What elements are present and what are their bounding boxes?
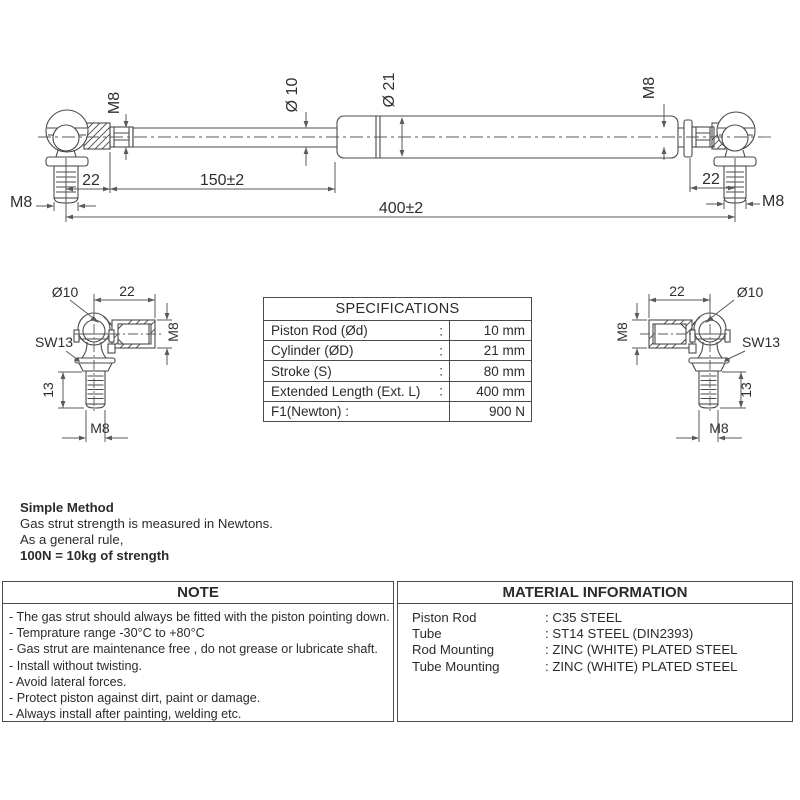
spec-value: 21 mm (483, 343, 525, 359)
left-detail-dimension-lines (58, 294, 172, 442)
piston-rod (133, 128, 337, 147)
spec-label: Piston Rod (Ød) (271, 323, 368, 339)
dim-left-stud-thread: M8 (10, 194, 33, 211)
dim-extended-rod-length: 150±2 (199, 172, 245, 189)
right-detail-wrench-size: SW13 (741, 334, 781, 350)
spec-value: 80 mm (483, 363, 525, 379)
dim-right-thread: M8 (641, 76, 658, 100)
dim-right-offset: 22 (702, 171, 720, 188)
note-item: - Protect piston against dirt, paint or damage. (9, 691, 261, 706)
spec-row-extended-length (264, 382, 531, 402)
simple-method-rule: 100N = 10kg of strength (20, 548, 170, 563)
note-table (2, 581, 394, 722)
spec-value: 400 mm (476, 383, 525, 399)
spec-row-cylinder (264, 341, 531, 361)
material-label: Tube Mounting (412, 658, 500, 674)
gas-strut-side-view (10, 73, 784, 222)
material-label: Piston Rod (412, 610, 477, 625)
dim-total-length: 400±2 (378, 200, 424, 217)
material-information-title: MATERIAL INFORMATION (398, 582, 792, 604)
dim-rod-thread: M8 (106, 91, 123, 115)
simple-method-line: As a general rule, (20, 532, 124, 547)
left-detail-wrench-size: SW13 (34, 334, 74, 350)
note-item: - Install without twisting. (9, 658, 142, 673)
spec-colon: : (439, 363, 443, 379)
spec-colon: : (439, 343, 443, 359)
note-item: - Gas strut are maintenance free , do not grease or lubricate shaft. (9, 642, 378, 657)
note-item: - Avoid lateral forces. (9, 674, 127, 689)
spec-value: 900 N (488, 403, 525, 419)
note-title: NOTE (3, 582, 393, 604)
material-row-tube-mounting (412, 659, 792, 675)
right-detail-stud-length: 13 (738, 382, 754, 398)
note-item: - Always install after painting, welding etc. (9, 707, 242, 722)
right-detail-dimension-lines (632, 294, 746, 442)
spec-row-piston-rod (264, 321, 531, 341)
left-detail-socket-thread: M8 (165, 322, 181, 342)
material-row-rod-mounting (412, 642, 792, 658)
dim-left-offset: 22 (82, 172, 100, 189)
left-detail-stud-thread: M8 (90, 420, 110, 436)
material-value: : C35 STEEL (545, 610, 622, 625)
material-value: : ST14 STEEL (DIN2393) (545, 626, 694, 642)
spec-label: Extended Length (Ext. L) (271, 383, 421, 399)
left-detail-offset: 22 (119, 283, 135, 299)
right-detail-socket-thread: M8 (614, 322, 630, 342)
left-fitting-detail (35, 283, 181, 442)
dim-cylinder-diameter: Ø 21 (381, 72, 398, 108)
spec-colon: : (439, 323, 443, 339)
spec-label: F1(Newton) : (271, 403, 350, 419)
material-information-table (397, 581, 793, 722)
right-fitting-detail (614, 283, 780, 442)
spec-row-stroke (264, 361, 531, 381)
left-detail-stud-length: 13 (40, 382, 56, 398)
spec-colon: : (439, 383, 443, 399)
simple-method-heading: Simple Method (20, 500, 114, 515)
material-value: : ZINC (WHITE) PLATED STEEL (545, 658, 738, 674)
material-label: Tube (412, 626, 442, 642)
dim-right-stud-thread: M8 (762, 193, 785, 210)
specifications-title: SPECIFICATIONS (264, 298, 531, 321)
right-detail-offset: 22 (669, 283, 685, 299)
dim-rod-diameter: Ø 10 (284, 77, 301, 113)
note-item: - Temprature range -30°C to +80°C (9, 626, 205, 641)
spec-label: Stroke (S) (271, 363, 332, 379)
right-detail-stud-thread: M8 (709, 420, 729, 436)
right-detail-ball-diameter: Ø10 (736, 284, 764, 300)
left-detail-ball-diameter: Ø10 (51, 284, 79, 300)
note-items (3, 604, 393, 722)
specifications-table (263, 297, 532, 422)
note-item: - The gas strut should always be fitted with the piston pointing down. (9, 610, 390, 624)
material-value: : ZINC (WHITE) PLATED STEEL (545, 642, 738, 658)
simple-method-line: Gas strut strength is measured in Newtons. (20, 516, 273, 531)
spec-row-force (264, 402, 531, 421)
material-rows (398, 604, 792, 675)
spec-label: Cylinder (ØD) (271, 343, 354, 359)
spec-value: 10 mm (483, 323, 525, 339)
material-row-tube (412, 626, 792, 642)
simple-method-block (20, 500, 273, 564)
material-row-piston-rod (412, 610, 792, 626)
material-label: Rod Mounting (412, 642, 495, 658)
